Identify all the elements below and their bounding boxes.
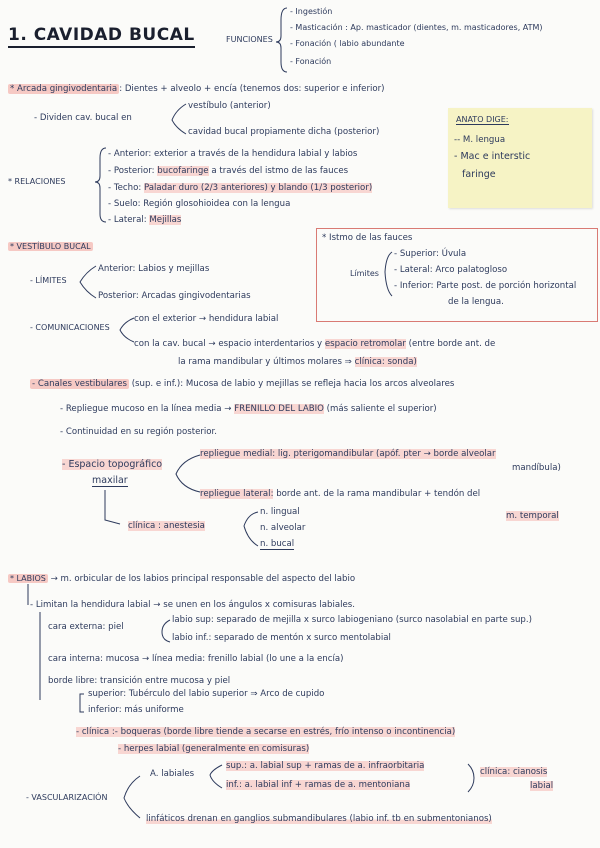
sticky-line-1: -- M. lengua <box>454 135 506 145</box>
istmo-superior: - Superior: Úvula <box>394 249 467 259</box>
labios-cara-interna: cara interna: mucosa → línea media: frenillo labial (lo une a la encía) <box>48 654 344 664</box>
comunicaciones-cavidad-b: la rama mandibular y últimos molares ⇒ clínica: sonda) <box>178 357 417 367</box>
espacio-label: - Espacio topográfico <box>62 459 163 470</box>
dividen-b: cavidad bucal propiamente dicha (posterior) <box>188 127 380 137</box>
istmo-inferior-b: de la lengua. <box>448 297 504 307</box>
espacio-repliegue-lateral-c: m. temporal <box>506 511 559 521</box>
vasc-clinica-b: labial <box>530 781 554 791</box>
labios-borde-libre: borde libre: transición entre mucosa y piel <box>48 676 231 686</box>
funciones-item-2: - Masticación : Ap. masticador (dientes, m. masticadores, ATM) <box>290 23 543 32</box>
arcada-label: * Arcada gingivodentaria <box>10 84 118 94</box>
canales-repliegue: - Repliegue mucoso en la línea media → FRENILLO DEL LABIO (más saliente el superior) <box>60 404 437 414</box>
comunicaciones-exterior: con el exterior → hendidura labial <box>134 314 279 324</box>
labios-clinica-1: - clínica :- boqueras (borde libre tiende a secarse en estrés, frío intenso o incontinencia) <box>76 727 456 737</box>
istmo-limites: Límites <box>350 269 379 278</box>
dividen-label: - Dividen cav. bucal en <box>34 113 132 123</box>
istmo-inferior: - Inferior: Parte post. de porción horizontal <box>394 281 577 291</box>
relaciones-anterior: - Anterior: exterior a través de la hendidura labial y labios <box>108 149 358 159</box>
arcada-text: : Dientes + alveolo + encía (tenemos dos: superior e inferior) <box>119 84 385 94</box>
arcada-line <box>8 85 385 94</box>
vasc-sup: sup.: a. labial sup + ramas de a. infraorbitaria <box>226 761 425 771</box>
labios-line: * LABIOS → m. orbicular de los labios principal responsable del aspecto del labio <box>10 574 356 584</box>
istmo-lateral: - Lateral: Arco palatogloso <box>394 265 508 275</box>
canales-continuidad: - Continuidad en su región posterior. <box>60 427 218 437</box>
espacio-repliegue-medial: repliegue medial: lig. pterigomandibular (apóf. pter → borde alveolar <box>200 449 496 459</box>
labios-clinica-2: - herpes labial (generalmente en comisuras) <box>118 744 310 754</box>
canales-line: - Canales vestibulares (sup. e inf.): Mucosa de labio y mejillas se refleja hacia los arcos alveolares <box>32 379 455 389</box>
vestibulo-limites: - LÍMITES <box>30 276 67 285</box>
vestibulo-posterior: Posterior: Arcadas gingivodentarias <box>98 291 251 301</box>
vasc-clinica: clínica: cianosis <box>480 767 548 777</box>
funciones-item-4: - Fonación <box>290 57 332 66</box>
relaciones-lateral: - Lateral: Mejillas <box>108 215 182 225</box>
vasc-arterias: A. labiales <box>150 769 195 779</box>
sticky-line-3: faringe <box>462 169 496 180</box>
sticky-note <box>448 108 592 208</box>
labios-labio-sup: labio sup: separado de mejilla x surco labiogeniano (surco nasolabial en parte sup.) <box>172 615 532 625</box>
relaciones-posterior: - Posterior: bucofaringe a través del istmo de las fauces <box>108 166 349 176</box>
espacio-repliegue-lateral: repliegue lateral: borde ant. de la rama mandibular + tendón del <box>200 489 481 499</box>
sticky-line-2: - Mac e interstic <box>454 151 531 162</box>
vasc-label: - VASCULARIZACIÓN <box>26 793 108 802</box>
vestibulo-label: * VESTÍBULO BUCAL <box>10 242 91 251</box>
labios-limitan: - Limitan la hendidura labial → se unen en los ángulos x comisuras labiales. <box>30 600 356 610</box>
vasc-linfaticos: linfáticos drenan en ganglios submandibulares (labio inf. tb en submentonianos) <box>146 814 492 824</box>
labios-labio-inf: labio inf.: separado de mentón x surco mentolabial <box>172 633 391 643</box>
relaciones-techo: - Techo: Paladar duro (2/3 anteriores) y blando (1/3 posterior) <box>108 183 373 193</box>
istmo-title: * Istmo de las fauces <box>322 233 413 243</box>
dividen-a: vestíbulo (anterior) <box>188 101 271 111</box>
espacio-label-b: maxilar <box>92 475 128 486</box>
vasc-inf: inf.: a. labial inf + ramas de a. mentoniana <box>226 780 411 790</box>
relaciones-suelo: - Suelo: Región glosohioidea con la lengua <box>108 199 291 209</box>
espacio-clinica: clínica : anestesia <box>128 521 205 531</box>
page-title: 1. CAVIDAD BUCAL <box>8 27 195 45</box>
sticky-title: ANATO DIGE: <box>456 115 509 124</box>
espacio-repliegue-medial-b: mandíbula) <box>512 463 561 473</box>
labios-cara-externa: cara externa: piel <box>48 622 124 632</box>
nerve-lingual: n. lingual <box>260 507 300 517</box>
comunicaciones-label: - COMUNICACIONES <box>30 323 110 332</box>
funciones-item-3: - Fonación ( labio abundante <box>290 39 405 48</box>
comunicaciones-cavidad: con la cav. bucal → espacio interdentarios y espacio retromolar (entre borde ant. de <box>134 339 496 349</box>
nerve-alveolar: n. alveolar <box>260 523 306 533</box>
funciones-item-1: - Ingestión <box>290 7 333 16</box>
nerve-bucal: n. bucal <box>260 539 295 549</box>
labios-inferior: inferior: más uniforme <box>88 705 184 715</box>
labios-superior: superior: Tubérculo del labio superior ⇒ Arco de cupido <box>88 689 325 699</box>
vestibulo-anterior: Anterior: Labios y mejillas <box>98 264 210 274</box>
funciones-label: FUNCIONES <box>226 35 273 44</box>
relaciones-label: * RELACIONES <box>8 177 66 186</box>
